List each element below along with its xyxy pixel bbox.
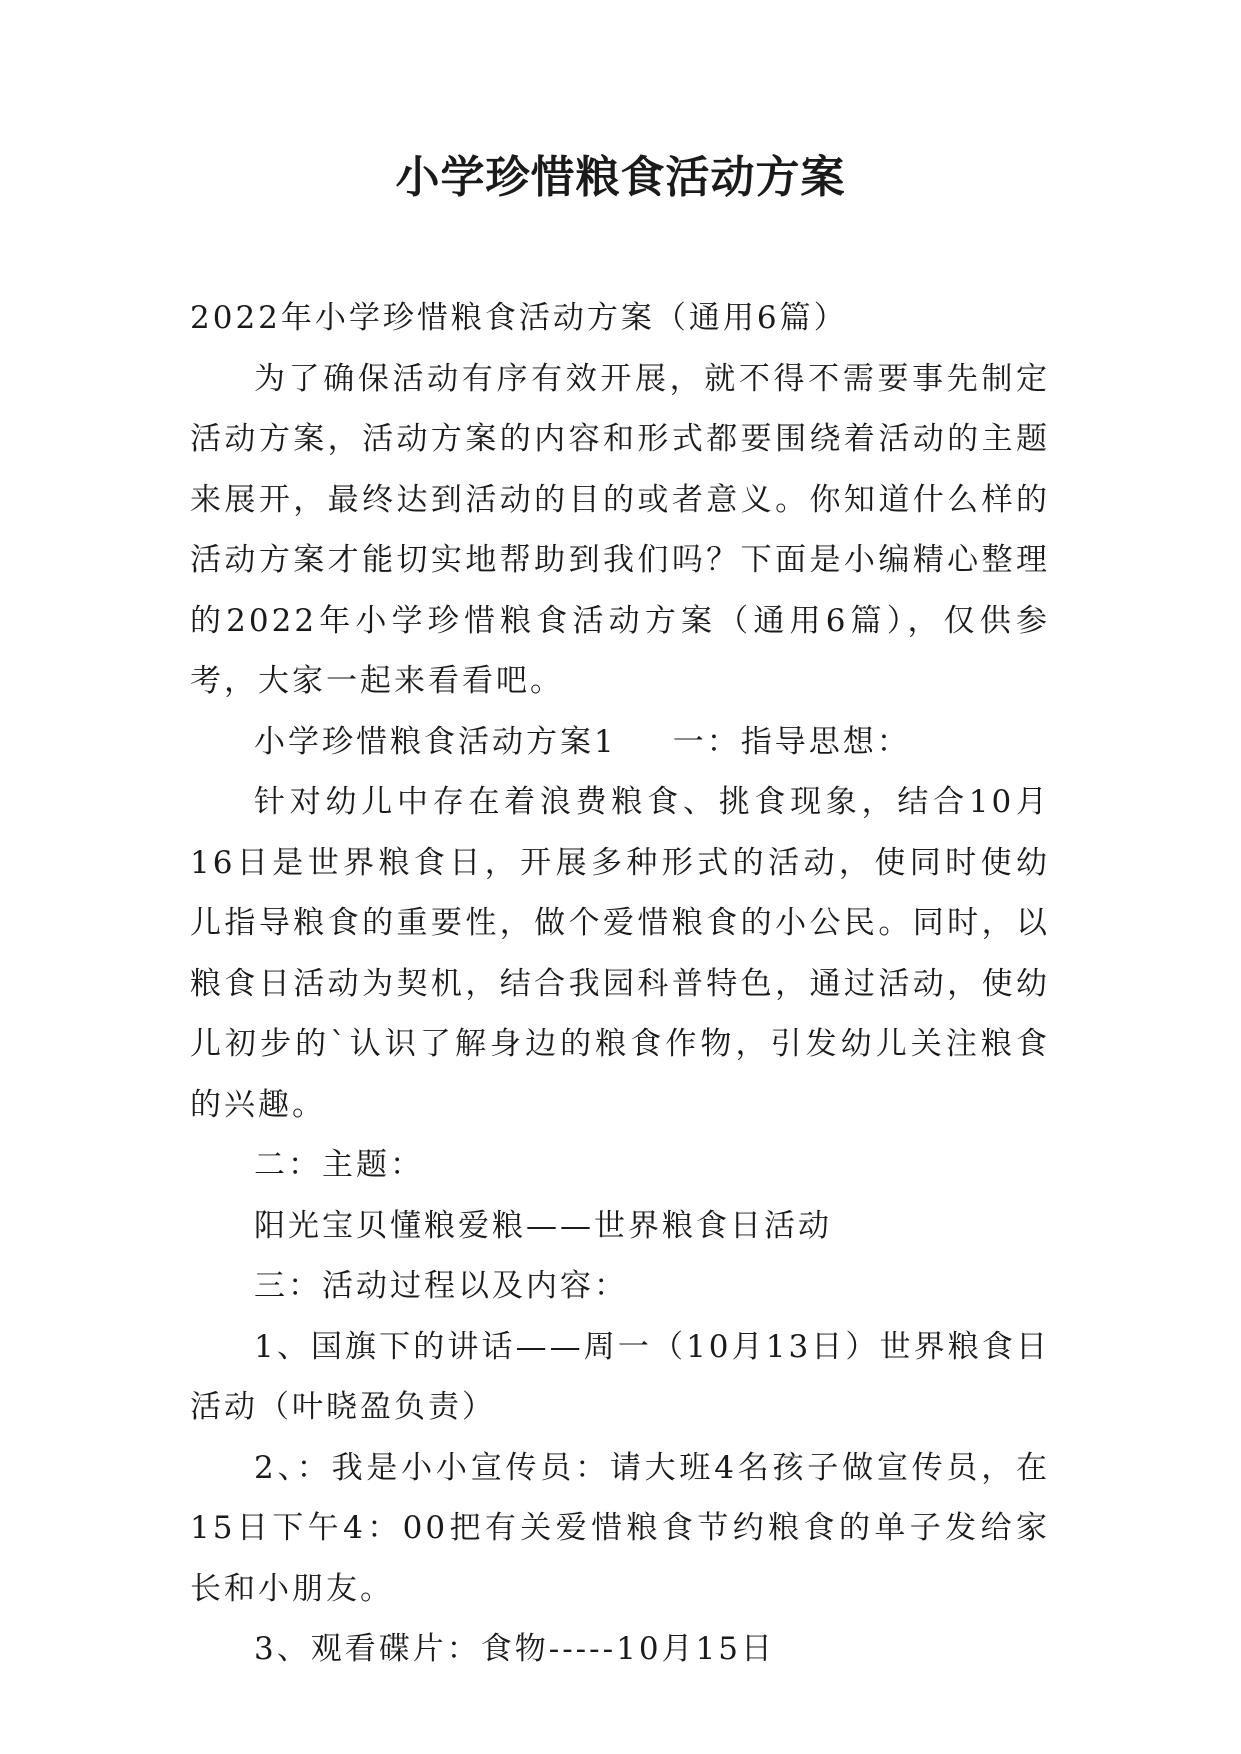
- theme-text: 阳光宝贝懂粮爱粮——世界粮食日活动: [254, 1207, 832, 1244]
- document-title: 小学珍惜粮食活动方案: [395, 152, 846, 203]
- theme-heading: 二：主题：: [254, 1147, 424, 1183]
- process-item-1: 1、国旗下的讲话——周一（10月13日）世界粮食日活动（叶晓盈负责）: [190, 1328, 1050, 1425]
- guiding-thought-paragraph: 针对幼儿中存在着浪费粮食、挑食现象，结合10月16日是世界粮食日，开展多种形式的活动，使同时使幼儿指导粮食的重要性，做个爱惜粮食的小公民。同时，以粮食日活动为契机，结合我园科普特色，通过活动，使幼儿初步的`认识了解身边的粮食作物，引发幼儿关注粮食的兴趣。: [190, 784, 1050, 1123]
- intro-paragraph: 为了确保活动有序有效开展，就不得不需要事先制定活动方案，活动方案的内容和形式都要围绕着活动的主题来展开，最终达到活动的目的或者意义。你知道什么样的活动方案才能切实地帮助到我们吗？下面是小编精心整理的2022年小学珍惜粮食活动方案（通用6篇），仅供参考，大家一起来看看吧。: [190, 360, 1050, 699]
- document-body: [190, 288, 1050, 1680]
- section1-heading-line: [190, 712, 1050, 773]
- section1-heading: 小学珍惜粮食活动方案1: [254, 723, 617, 760]
- process-item-2: 2、：我是小小宣传员：请大班4名孩子做宣传员，在15日下午4：00把有关爱惜粮食节约粮食的单子发给家长和小朋友。: [190, 1449, 1050, 1607]
- document-subtitle: 2022年小学珍惜粮食活动方案（通用6篇）: [190, 300, 848, 336]
- process-item-3: 3、观看碟片：食物-----10月15日: [254, 1631, 775, 1667]
- guiding-thought-heading: 一：指导思想：: [672, 723, 911, 760]
- process-heading: 三：活动过程以及内容：: [254, 1268, 628, 1304]
